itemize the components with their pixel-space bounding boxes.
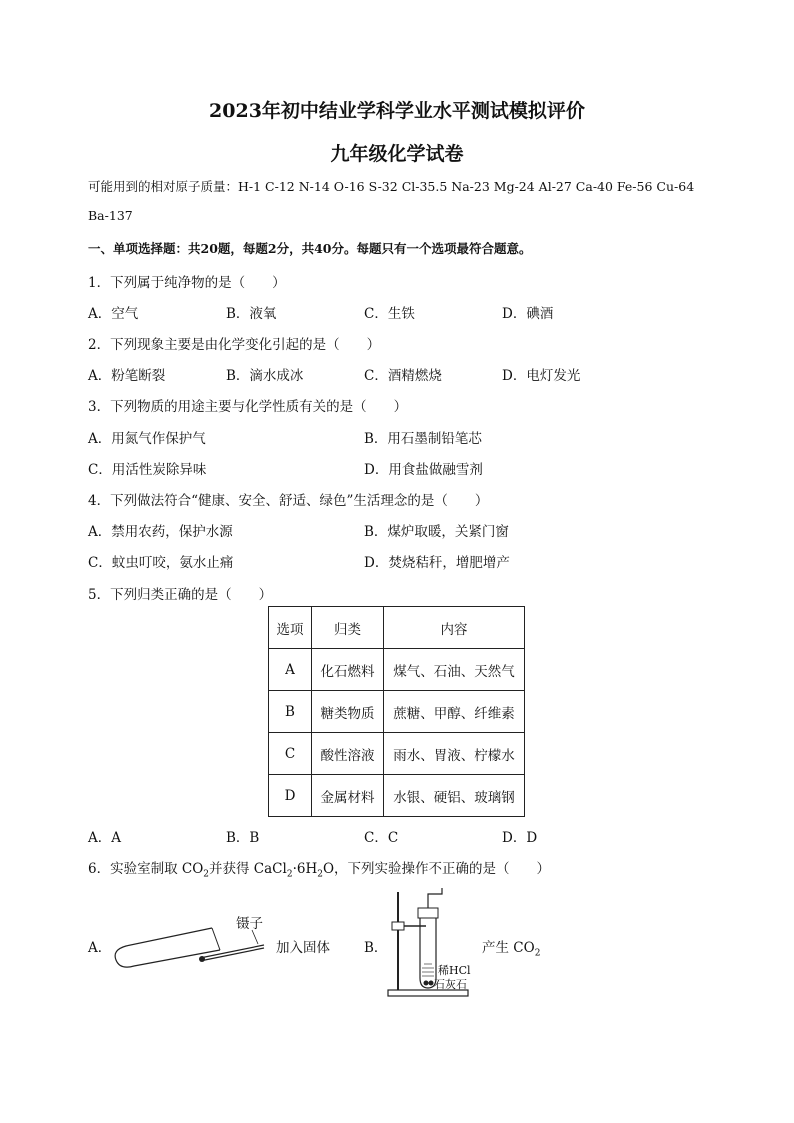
dilute-hcl-label: 稀HCl [438, 964, 471, 977]
q5-option-c: C．C [364, 830, 399, 846]
q5-option-a: A．A [88, 830, 121, 846]
q4-option-a: A．禁用农药，保护水源 [88, 524, 233, 540]
tweezers-label: 镊子 [236, 916, 263, 932]
table-cell: 糖类物质 [312, 691, 384, 733]
q2-option-a: A．粉笔断裂 [88, 368, 166, 384]
q3-option-a: A．用氮气作保护气 [88, 431, 206, 447]
rubber-stopper-icon [418, 908, 438, 918]
q5-option-b: B．B [226, 830, 260, 846]
table-cell: A [269, 649, 312, 691]
q6-stem-part: O，下列实验操作不正确的是（ ） [322, 861, 551, 877]
question-4-stem: 4．下列做法符合“健康、安全、舒适、绿色”生活理念的是（ ） [88, 493, 489, 509]
q3-option-b: B．用石墨制铅笔芯 [364, 431, 482, 447]
table-cell: B [269, 691, 312, 733]
test-tube-mouth-icon [212, 928, 220, 950]
q3-option-c: C．用活性炭除异味 [88, 462, 207, 478]
table-cell: 水银、硬铝、玻璃钢 [384, 775, 525, 817]
q2-option-c: C．酒精燃烧 [364, 368, 442, 384]
figure-b-caption [482, 936, 540, 959]
q3-option-d: D．用食盐做融雪剂 [364, 462, 483, 478]
q5-option-d: D．D [502, 830, 538, 846]
q6-stem-sub: 2 [286, 869, 293, 880]
q4-option-b: B．煤炉取暖，关紧门窗 [364, 524, 509, 540]
horizontal-test-tube-icon [115, 928, 220, 967]
table-cell: D [269, 775, 312, 817]
question-3-stem: 3．下列物质的用途主要与化学性质有关的是（ ） [88, 399, 408, 415]
table-cell: 蔗糖、甲醇、纤维素 [384, 691, 525, 733]
q4-option-d: D．焚烧秸秆，增肥增产 [364, 555, 510, 571]
q2-option-b: B．滴水成冰 [226, 368, 304, 384]
question-2-stem: 2．下列现象主要是由化学变化引起的是（ ） [88, 337, 381, 353]
exam-title: 2023年初中结业学科学业水平测试模拟评价 [209, 100, 585, 122]
solid-granule-icon [199, 956, 205, 962]
atomic-mass-line-2: Ba-137 [88, 208, 133, 223]
q1-option-b: B．液氧 [226, 306, 277, 322]
q1-option-a: A．空气 [88, 306, 139, 322]
table-header-cell: 选项 [269, 607, 312, 649]
figure-b-caption-text: 产生 CO [482, 940, 535, 956]
table-cell: 雨水、胃液、柠檬水 [384, 733, 525, 775]
q6-stem-part: ·6H [292, 861, 318, 877]
limestone-granule-icon [424, 981, 429, 986]
table-row [269, 649, 525, 691]
q1-option-d: D．碘酒 [502, 306, 554, 322]
table-cell: 化石燃料 [312, 649, 384, 691]
table-row [269, 775, 525, 817]
exam-subtitle: 九年级化学试卷 [330, 143, 464, 165]
question-1-stem: 1．下列属于纯净物的是（ ） [88, 275, 286, 291]
q6-stem-sub: 2 [317, 869, 323, 880]
table-cell: 煤气、石油、天然气 [384, 649, 525, 691]
figure-b-caption-sub: 2 [534, 948, 541, 959]
q6-stem-part: 6．实验室制取 CO [88, 861, 204, 877]
figure-a-caption: 加入固体 [276, 940, 330, 956]
q1-option-c: C．生铁 [364, 306, 415, 322]
table-header-cell: 归类 [312, 607, 384, 649]
q6-stem-sub: 2 [203, 869, 210, 880]
delivery-tube-icon [428, 888, 442, 908]
table-cell: 酸性溶液 [312, 733, 384, 775]
q6-option-a: A． [88, 940, 112, 956]
limestone-label: 石灰石 [434, 978, 467, 991]
table-cell: C [269, 733, 312, 775]
q2-option-d: D．电灯发光 [502, 368, 581, 384]
table-cell: 金属材料 [312, 775, 384, 817]
table-header-row [269, 607, 525, 649]
q6-option-b: B． [364, 940, 388, 956]
question-5-stem: 5．下列归类正确的是（ ） [88, 587, 273, 603]
question-6-stem [88, 857, 550, 880]
table-row [269, 691, 525, 733]
table-row [269, 733, 525, 775]
q4-option-c: C．蚊虫叮咬，氨水止痛 [88, 555, 234, 571]
q6-stem-part: 并获得 CaCl [209, 861, 287, 877]
classification-table [268, 606, 525, 817]
section-heading: 一、单项选择题：共20题，每题2分，共40分。每题只有一个选项最符合题意。 [88, 241, 532, 256]
table-header-cell: 内容 [384, 607, 525, 649]
atomic-mass-line-1: 可能用到的相对原子质量：H-1 C-12 N-14 O-16 S-32 Cl-35.5 Na-23 Mg-24 Al-27 Ca-40 Fe-56 Cu-64 [88, 179, 695, 194]
